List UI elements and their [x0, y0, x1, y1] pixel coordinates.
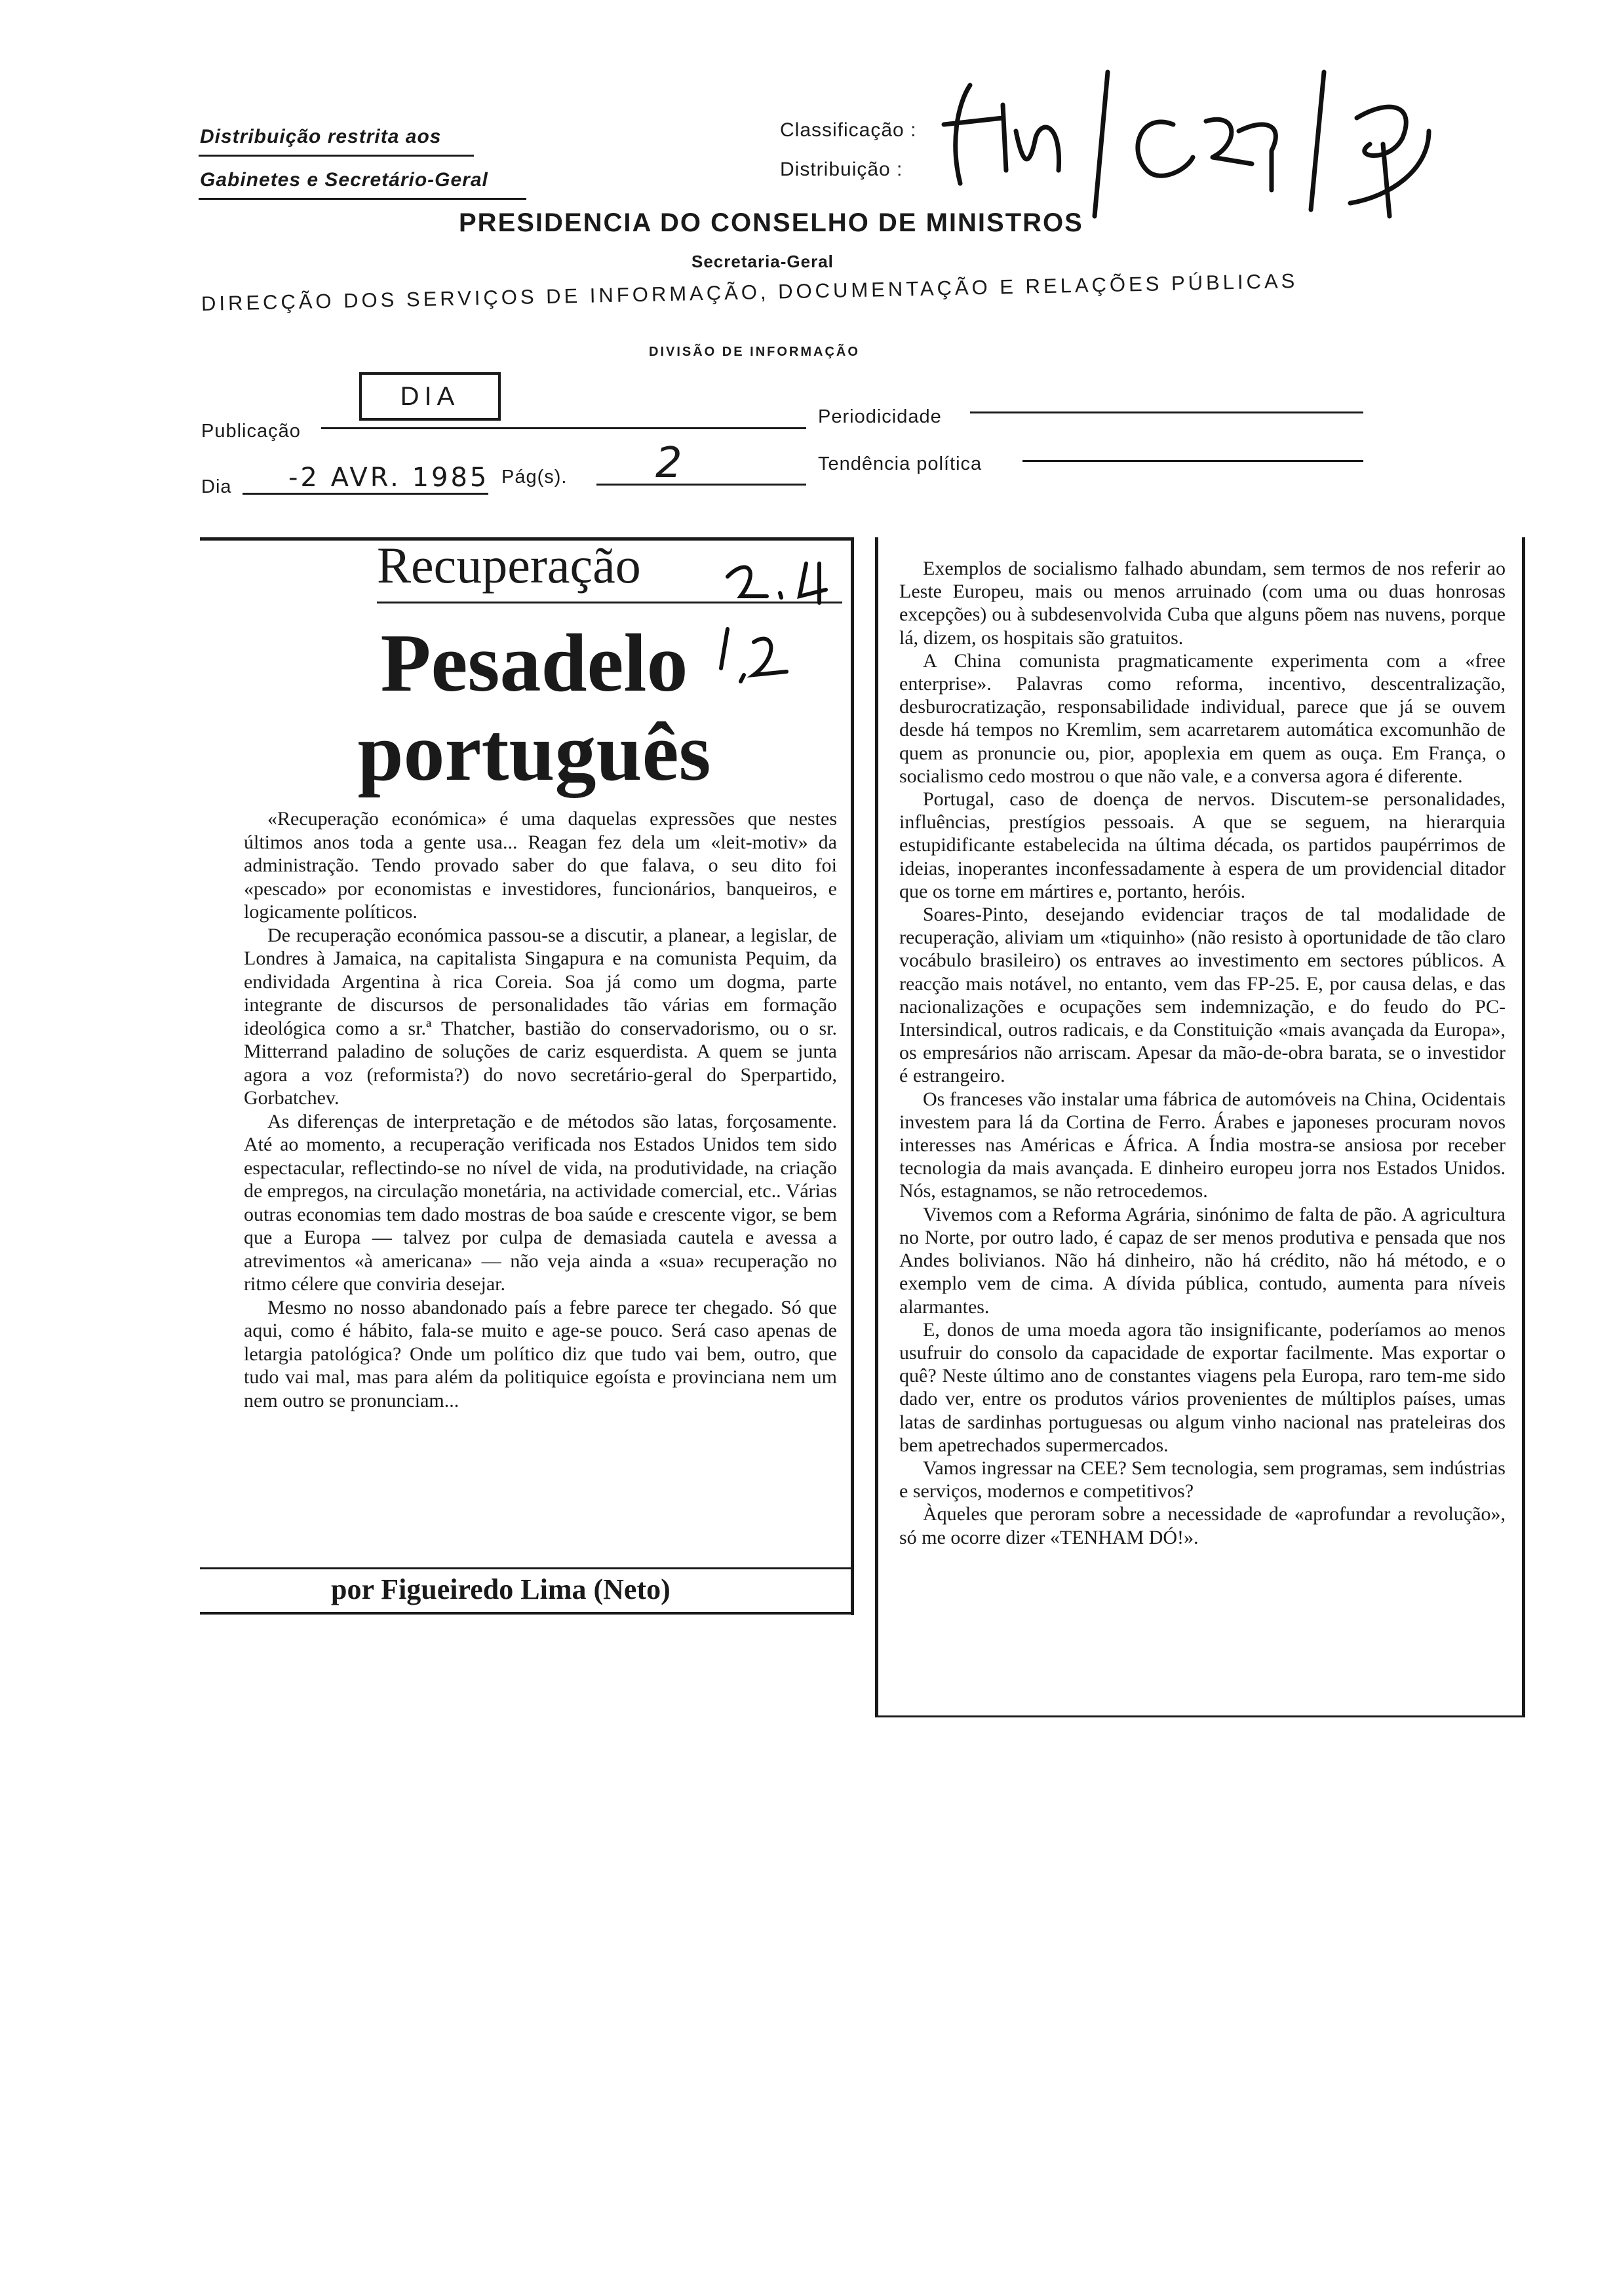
left-paragraph-3: As diferenças de interpretação e de métodos são latas, forçosamente. Até ao momento, a recuperação verificada nos Estados Unidos tem sido espectacular, reflectindo-se no nível de vida, na produtividade, na criação de empregos, na circulação monetária, na actividade comercial, etc.. Várias outras economias tem dado mostras de boa saúde e crescente vigor, se bem que a Europa — talvez por culpa de demasiada cautela e avessa a atrevimentos «à americana» — não veja ainda a «sua» recuperação no ritmo célere que conviria desejar.	[244, 1110, 837, 1295]
dia-value: -2 AVR. 1985	[288, 463, 490, 493]
byline-top-rule	[200, 1567, 853, 1569]
handwritten-annotation	[714, 550, 859, 721]
secretaria-label: Secretaria-Geral	[691, 252, 834, 271]
restricted-line-1: Distribuição restrita aos	[200, 126, 442, 147]
article-bottom-rule-right	[875, 1715, 1525, 1717]
restricted-line-2: Gabinetes e Secretário-Geral	[200, 169, 488, 191]
handwritten-reference-code	[931, 59, 1435, 223]
publicacao-box	[359, 372, 501, 421]
tendencia-line	[1022, 460, 1363, 462]
title-line-2: português	[357, 707, 711, 798]
article-right-col-right-rule	[1522, 537, 1525, 1717]
dia-label: Dia	[201, 476, 232, 497]
pags-line	[596, 484, 806, 486]
divisao-label: DIVISÃO DE INFORMAÇÃO	[649, 345, 860, 359]
periodicidade-label: Periodicidade	[818, 406, 942, 427]
publicacao-value: DIA	[400, 381, 460, 411]
left-paragraph-4: Mesmo no nosso abandonado país a febre parece ter chegado. Só que aqui, como é hábito, fala-se muito e age-se pouco. Será caso apenas de letargia patológica? Onde um político diz que tudo vai bem, outro, que tudo vai mal, mas para além da politiquice egoísta e provinciana nem um nem outro se pronunciam...	[244, 1296, 837, 1411]
publicacao-line	[321, 427, 806, 429]
direccao-label: DIRECÇÃO DOS SERVIÇOS DE INFORMAÇÃO, DOCUMENTAÇÃO E RELAÇÕES PÚBLICAS	[201, 269, 1298, 315]
pags-label: Pág(s).	[501, 467, 568, 488]
article-right-col-left-rule	[875, 537, 878, 1717]
left-paragraph-2: De recuperação económica passou-se a discutir, a planear, a legislar, de Londres à Jamaica, na capitalista Singapura e na comunista Pequim, da endividada Argentina à rica Coreia. Soa já como um dogma, parte integrante de discursos de personalidades tão várias em formação ideológica como a sr.ª Thatcher, bastião do conservadorismo, ou o sr. Mitterrand paladino de soluções de cariz esquerdista. A quem se junta agora a voz (reformista?) do novo secretário-geral do Sperpartido, Gorbatchev.	[244, 924, 837, 1109]
classificacao-label: Classificação :	[780, 119, 917, 141]
article-kicker: Recuperação	[377, 537, 641, 594]
title-line-1: Pesadelo	[380, 618, 688, 709]
right-paragraph-2: A China comunista pragmaticamente experimenta com a «free enterprise». Palavras como reforma, incentivo, descentralização, desburocratização, responsabilidade individual, parece que já se ouvem desde há tempos no Kremlim, sem acarretarem automática excomunhão de quem as pronuncie ou, pior, apoplexia em quem as ouça. Em França, o socialismo cedo mostrou o que não vale, e a conversa agora é diferente.	[899, 649, 1506, 787]
organization-title: PRESIDENCIA DO CONSELHO DE MINISTROS	[459, 208, 1083, 237]
dia-line	[243, 493, 488, 495]
byline-bottom-rule	[200, 1612, 853, 1615]
right-paragraph-6: Vivemos com a Reforma Agrária, sinónimo de falta de pão. A agricultura no Norte, por outro lado, é capaz de ser menos produtiva e pensada que nos Andes bolivianos. Não há dinheiro, não há crédito, não há método, e o exemplo vem de cima. A dívida pública, contudo, aumenta para níveis alarmantes.	[899, 1203, 1506, 1318]
article-byline: por Figueiredo Lima (Neto)	[331, 1573, 671, 1605]
pags-value: 2	[655, 439, 682, 488]
distribuicao-label: Distribuição :	[780, 159, 903, 180]
right-paragraph-5: Os franceses vão instalar uma fábrica de automóveis na China, Ocidentais investem para lá da Cortina de Ferro. Árabes e japoneses procuram novos interesses nas Américas e África. A Índia mostra-se ansiosa por receber tecnologia da mais avançada. E dinheiro europeu jorra nos Estados Unidos. Nós, estagnamos, se não retrocedemos.	[899, 1088, 1506, 1202]
right-paragraph-3: Portugal, caso de doença de nervos. Discutem-se personalidades, influências, prestígios pessoais. A que se seguem, na hierarquia estupidificante estabelecida na última década, os partidos paupérrimos de ideias, inoperantes inconfessadamente à espera de um providencial ditador que os torne em mártires e, portanto, heróis.	[899, 788, 1506, 902]
restricted-underline-1	[199, 155, 474, 157]
right-paragraph-7: E, donos de uma moeda agora tão insignificante, poderíamos ao menos usufruir do consolo da capacidade de exportar facilmente. Mas exportar o quê? Neste último ano de constantes viagens pela Europa, raro tem-me sido dado ver, entre os produtos vários provenientes de múltiplos países, umas latas de sardinhas portuguesas ou algum vinho nacional nas prateleiras dos bem apetrechados supermercados.	[899, 1318, 1506, 1456]
tendencia-label: Tendência política	[818, 453, 983, 474]
left-paragraph-1: «Recuperação económica» é uma daquelas expressões que nestes últimos anos toda a gente usa... Reagan fez dela um «leit-motiv» da administração. Tendo provado saber do que falava, o seu dito foi «pescado» por economistas e investidores, funcionários, banqueiros, e logicamente políticos.	[244, 808, 837, 923]
left-column	[244, 807, 837, 1412]
publicacao-label: Publicação	[201, 421, 301, 442]
right-paragraph-4: Soares-Pinto, desejando evidenciar traços de tal modalidade de recuperação, aliviam um «tiquinho» (não resisto à oportunidade de tão claro vocábulo brasileiro) os entraves ao investimento em sectores públicos. A reacção mais notável, no entanto, vem das FP-25. E, por causa delas, e das nacionalizações e ocupações sem indemnização, e do feudo do PC-Intersindical, outros radicais, e da Constituição «mais avançada da Europa», os empresários não arriscam. Apesar da mão-de-obra barata, se o investidor é estrangeiro.	[899, 904, 1506, 1087]
right-column	[899, 557, 1506, 1549]
right-paragraph-1: Exemplos de socialismo falhado abundam, sem termos de nos referir ao Leste Europeu, mais ou menos arruinado (com uma ou duas honrosas excepções) ou à subdesenvolvida Cuba que alguns põem nas nuvens, porque lá, dizem, os hospitais são gratuitos.	[899, 558, 1506, 649]
right-paragraph-8: Vamos ingressar na CEE? Sem tecnologia, sem programas, sem indústrias e serviços, modernos e competitivos?	[899, 1457, 1506, 1502]
periodicidade-line	[970, 411, 1363, 413]
right-paragraph-9: Àqueles que peroram sobre a necessidade de «aprofundar a revolução», só me ocorre dizer «TENHAM DÓ!».	[899, 1503, 1506, 1548]
restricted-underline-2	[199, 198, 526, 200]
